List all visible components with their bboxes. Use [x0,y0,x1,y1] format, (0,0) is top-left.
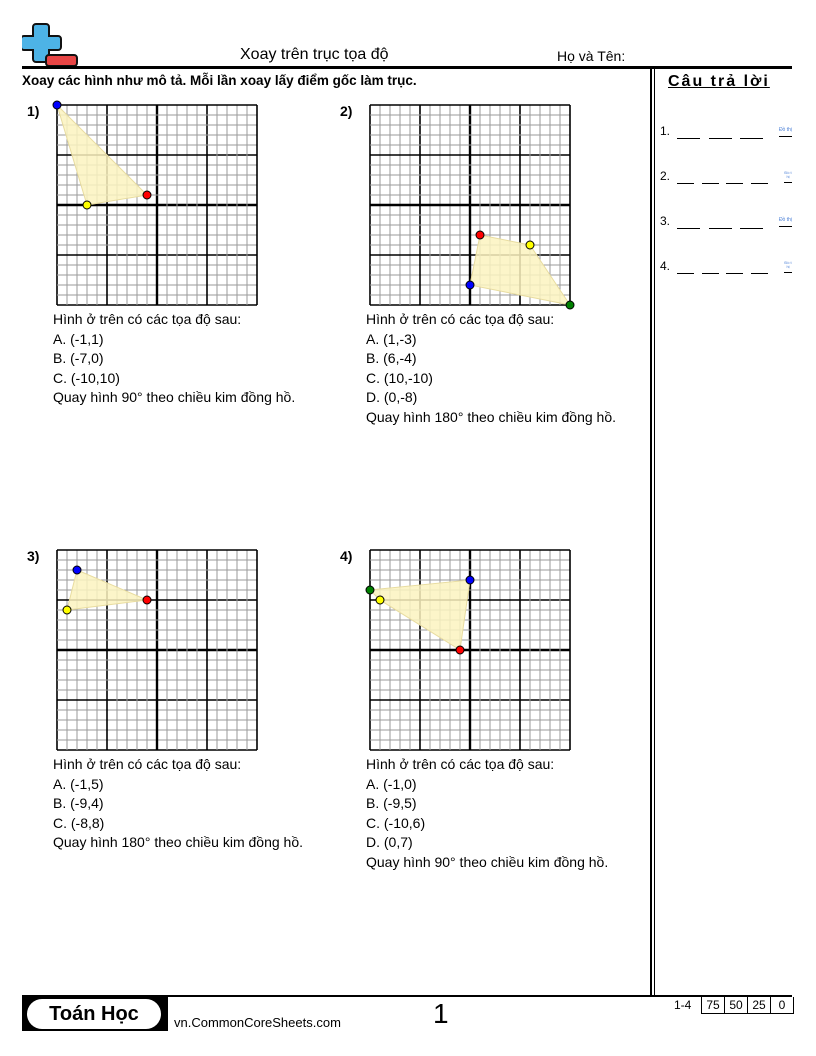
answer-blank[interactable] [709,228,732,229]
graph-link[interactable]: Đồ thị [784,261,792,273]
answer-blank[interactable] [677,183,694,184]
page-number: 1 [433,998,449,1029]
score-range: 1-4 [674,998,692,1012]
answer-row [660,259,794,279]
score-cell: 75 [702,997,725,1013]
point-label: B. (-9,4) [53,795,104,811]
intro-text: Hình ở trên có các tọa độ sau: [366,756,555,772]
graph-link[interactable]: Đồ thị [784,171,792,183]
brand-label: Toán Học [27,999,161,1029]
answer-blank[interactable] [702,273,719,274]
graph-link[interactable]: Đồ thị [779,218,792,227]
answer-blank[interactable] [740,138,763,139]
coordinate-grid [365,100,575,310]
point-label: B. (-9,5) [366,795,417,811]
point-green [566,301,574,309]
problem-text [366,310,616,427]
point-red [476,231,484,239]
answer-blank[interactable] [751,183,768,184]
rotation-instruction: Quay hình 90° theo chiều kim đồng hồ. [53,389,296,405]
answer-number: 4. [660,259,671,273]
point-label: A. (-1,5) [53,775,104,792]
answer-number: 3. [660,214,671,228]
intro-text: Hình ở trên có các tọa độ sau: [53,756,242,772]
worksheet-title: Xoay trên trục tọa độ [240,46,389,63]
point-label: B. (-7,0) [53,350,104,366]
graph-link[interactable]: Đồ thị [779,128,792,137]
instructions: Xoay các hình như mô tả. Mỗi lần xoay lấy điểm gốc làm trục. [22,73,417,88]
answer-blank[interactable] [751,273,768,274]
column-divider [654,69,656,996]
header-divider [22,66,792,69]
answer-blank[interactable] [726,183,743,184]
score-cell: 0 [778,998,786,1012]
answer-blank[interactable] [726,273,743,274]
score-table [701,997,794,1014]
problem-text [366,755,608,872]
problem-text [53,755,303,853]
answer-blank[interactable] [677,138,700,139]
problem-number: 4) [340,548,353,564]
point-green [366,586,374,594]
answer-blank[interactable] [677,228,700,229]
point-blue [73,566,81,574]
coordinate-grid [52,100,262,310]
coordinate-grid [52,545,262,755]
problem-number: 2) [340,103,353,119]
logo-plus-minus-icon [22,22,80,68]
answer-row [660,214,794,234]
site-url[interactable]: vn.CommonCoreSheets.com [174,1015,341,1030]
point-yellow [83,201,91,209]
answer-row [660,169,794,189]
answer-row [660,124,794,144]
problem-text [53,310,295,408]
problem-number: 1) [27,103,40,119]
answer-blank[interactable] [709,138,732,139]
point-red [143,191,151,199]
point-blue [466,576,474,584]
score-cell: 50 [725,997,748,1013]
rotation-instruction: Quay hình 180° theo chiều kim đồng hồ. [53,834,303,850]
answers-title: Câu trả lời [668,73,770,90]
column-divider [650,69,652,996]
point-label: C. (-8,8) [53,814,105,831]
answer-blank[interactable] [702,183,719,184]
point-label: D. (0,7) [366,834,413,850]
answer-blank[interactable] [677,273,694,274]
point-label: B. (6,-4) [366,350,417,366]
problem-number: 3) [27,548,40,564]
answer-number: 1. [660,124,671,138]
rotation-instruction: Quay hình 180° theo chiều kim đồng hồ. [366,408,616,425]
point-label: C. (10,-10) [366,369,433,386]
intro-text: Hình ở trên có các tọa độ sau: [366,311,555,327]
point-blue [53,101,61,109]
point-blue [466,281,474,289]
point-label: A. (-1,0) [366,775,417,792]
answer-number: 2. [660,169,671,183]
point-label: C. (-10,10) [53,369,120,386]
coordinate-grid [365,545,575,755]
rotation-instruction: Quay hình 90° theo chiều kim đồng hồ. [366,853,609,870]
point-yellow [526,241,534,249]
point-yellow [63,606,71,614]
point-label: D. (0,-8) [366,389,418,405]
point-red [143,596,151,604]
point-label: A. (1,-3) [366,330,417,347]
point-label: C. (-10,6) [366,814,426,831]
score-cell: 25 [748,997,771,1013]
point-red [456,646,464,654]
point-yellow [376,596,384,604]
answer-blank[interactable] [740,228,763,229]
point-label: A. (-1,1) [53,330,104,347]
intro-text: Hình ở trên có các tọa độ sau: [53,311,242,327]
name-label: Họ và Tên: [557,48,626,64]
